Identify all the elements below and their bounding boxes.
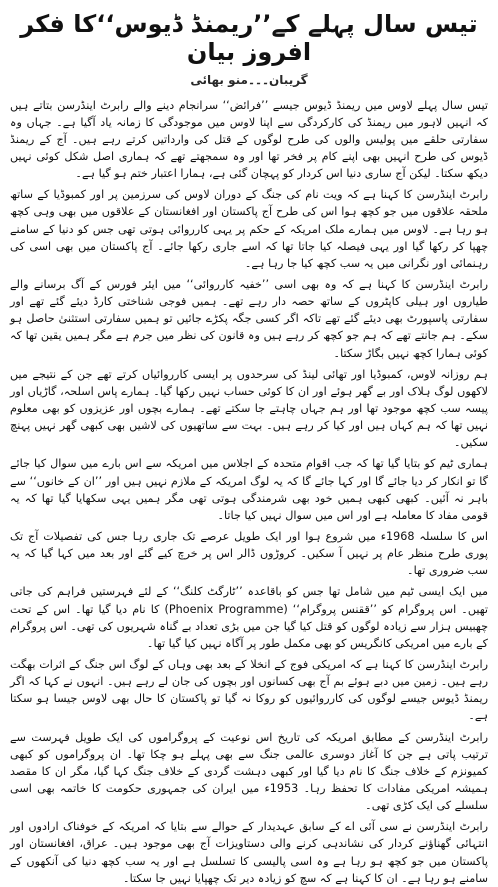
article-body xyxy=(10,97,488,887)
article-paragraph: رابرٹ اینڈرسن کا کہنا ہے کہ وہ بھی اسی ’’خفیہ کارروائی‘‘ میں ایئر فورس کے آگ برسانے والے طیاروں اور ہیلی کاپٹروں کے ساتھ حصہ دار رہے تھے۔ ہمیں فوجی شناختی کارڈ دیئے گئے تھے اور سفارتی پاسپورٹ بھی دیئے گئے تھے تاکہ اگر کسی جگہ پکڑے جائیں تو ہمیں سفارتی استثنیٰ حاصل ہو سکے۔ ہم جانتے تھے کہ ہم جو کچھ کر رہے ہیں وہ قانون کی نظر میں جرم ہے مگر ہمیں یقین تھا کہ کوئی ہمارا کچھ نہیں بگاڑ سکتا۔ xyxy=(10,278,488,360)
article-paragraph: میں ایک ایسی ٹیم میں شامل تھا جس کو باقاعدہ ’’ٹارگٹ کلنگ‘‘ کے لئے فہرستیں فراہم کی جاتی تھیں۔ اس پروگرام کو ’’ققنس پروگرام‘‘ (Phoenix Programme) کا نام دیا گیا تھا۔ اس کے تحت چھبیس ہزار سے زیادہ لوگوں کو قتل کیا گیا جن میں بڑی تعداد بے گناہ شہریوں کی تھی۔ اس پروگرام کے بارے میں امریکی کانگریس کو بھی مکمل طور پر آگاہ نہیں کیا گیا تھا۔ xyxy=(10,585,488,650)
article-paragraph: رابرٹ اینڈرسن کے مطابق امریکہ کی تاریخ اس نوعیت کے پروگراموں کی ایک طویل فہرست سے ترتیب پاتی ہے جن کا آغاز دوسری عالمی جنگ سے بھی پہلے ہو چکا تھا۔ ان پروگراموں کو کبھی کمیونزم کے خلاف جنگ کا نام دیا گیا اور کبھی دہشت گردی کے خلاف جنگ کہا گیا، مگر ان کا مقصد ہمیشہ امریکی مفادات کا تحفظ رہا۔ 1953ء میں ایران کی جمہوری حکومت کا خاتمہ بھی اسی سلسلے کی ایک کڑی تھی۔ xyxy=(10,730,488,813)
headline: تیس سال پہلے کے’’ریمنڈ ڈیوس‘‘کا فکر افروز بیان xyxy=(20,10,478,67)
article-paragraph: اس کا سلسلہ 1968ء میں شروع ہوا اور ایک طویل عرصے تک جاری رہا جس کی تفصیلات آج تک پوری طرح منظر عام پر نہیں آ سکیں۔ کروڑوں ڈالر اس پر خرچ کیے گئے اور بعد میں کہا گیا کہ یہ سب ضروری تھا۔ xyxy=(10,530,488,578)
article-paragraph: ہم روزانہ لاوس، کمبوڈیا اور تھائی لینڈ کی سرحدوں پر ایسی کارروائیاں کرتے تھے جن کے نتیجے میں لاکھوں لوگ ہلاک اور بے گھر ہوئے اور ان کا کوئی حساب نہیں رکھا گیا۔ ہمارے پاس اسلحہ، گاڑیاں اور پیسہ سب کچھ موجود تھا اور ہم جہاں چاہتے جا سکتے تھے۔ ہمارے بچوں اور عزیزوں کو بھی معلوم نہیں تھا کہ ہم کہاں ہیں اور کیا کر رہے ہیں۔ بہت سے ساتھیوں کی لاشیں بھی کبھی گھر نہیں پہنچ سکیں۔ xyxy=(10,367,488,450)
article-paragraph: رابرٹ اینڈرسن نے سی آئی اے کے سابق عہدیدار کے حوالے سے بتایا کہ امریکہ کے خوفناک ارادوں اور انتہائی گھناؤنے کردار کی نشاندہی کرنے والی دستاویزات آج بھی موجود ہیں۔ عراق، افغانستان اور پاکستان میں جو کچھ ہو رہا ہے وہ اسی پالیسی کا تسلسل ہے اور یہ سب کچھ دنیا کی آنکھوں کے سامنے ہو رہا ہے۔ ان کا کہنا ہے کہ سچ کو زیادہ دیر تک چھپایا نہیں جا سکتا۔ xyxy=(10,820,488,885)
article-paragraph: رابرٹ اینڈرسن کا کہنا ہے کہ امریکی فوج کے انخلا کے بعد بھی وہاں کے لوگ اس جنگ کے اثرات بھگت رہے ہیں۔ زمین میں دبے ہوئے بم آج بھی کسانوں اور بچوں کی جان لے رہے ہیں۔ انہوں نے کہا کہ اگر ریمنڈ ڈیوس جیسے لوگوں کی کارروائیوں کو روکا نہ گیا تو پاکستان کا حال بھی لاوس جیسا ہو سکتا ہے۔ xyxy=(10,657,488,723)
article-paragraph: ہماری ٹیم کو بتایا گیا تھا کہ جب اقوام متحدہ کے اجلاس میں امریکہ سے اس بارے میں سوال کیا جائے گا تو انکار کر دیا جائے گا اور کہا جائے گا کہ یہ لوگ امریکہ کے ملازم نہیں ہیں اور ’’ان کے خانوں‘‘ سے باہر نہ آئیں۔ کبھی کبھی ہمیں خود بھی شرمندگی ہوتی تھی مگر ہمیں یہی سکھایا گیا تھا کہ یہ قومی مفاد کا معاملہ ہے اور اس میں سوال نہیں کیا جاتا۔ xyxy=(10,457,488,522)
article-paragraph: تیس سال پہلے لاوس میں ریمنڈ ڈیوس جیسے ’’فرائض‘‘ سرانجام دینے والے رابرٹ اینڈرسن بتاتے ہیں کہ انہیں لاہور میں ریمنڈ کی کارکردگی سے اپنا لاوس میں موجودگی کا زمانہ یاد آگیا ہے۔ جہاں وہ سفارتی حلقے میں پولیس والوں کی طرح لوگوں کے قتل کی وارداتیں کرتے رہے ہیں۔ آج کے ریمنڈ ڈیوس کی طرح انہیں بھی اپنے کام پر فخر تھا اور وہ سمجھتے تھے کہ ہماری اصل شکل کوئی نہیں دیکھ سکتا۔ لیکن آج ساری دنیا اس کردار کو پہچان گئی ہے، ہمارا اعتبار ختم ہو گیا ہے۔ xyxy=(10,98,488,181)
byline: گریبان۔۔۔منو بھائی xyxy=(190,72,308,87)
article-paragraph: رابرٹ اینڈرسن کا کہنا ہے کہ ویت نام کی جنگ کے دوران لاوس کی سرزمین پر اور کمبوڈیا کے ساتھ ملحقہ علاقوں میں جو کچھ ہوا اس کی طرح آج پاکستان اور افغانستان کے علاقوں میں بھی وہی کچھ ہو رہا ہے۔ لاوس میں ہمارے ملک امریکہ کے حکم پر یہی کارروائی ہوتی تھی جس کو دنیا کے سامنے چھپا کر رکھا گیا اور یہی فیصلہ کیا جاتا تھا کہ اسے جاری رکھا جائے۔ آج پاکستان میں بھی اسی کی رہنمائی اور نگرانی میں یہ سب کچھ کیا جا رہا ہے۔ xyxy=(10,188,488,270)
